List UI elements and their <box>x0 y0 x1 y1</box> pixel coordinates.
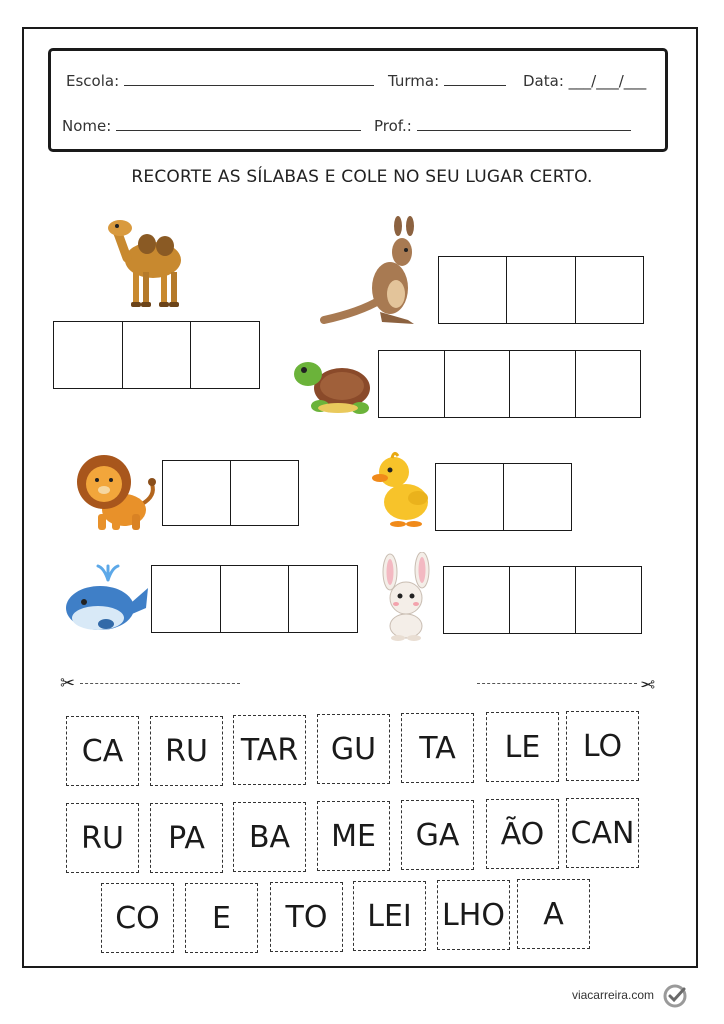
prof-label: Prof.: <box>374 117 412 135</box>
answer-slot[interactable] <box>123 322 192 388</box>
answer-slot[interactable] <box>152 566 221 632</box>
header-form <box>48 48 668 152</box>
syllable-card[interactable]: E <box>185 883 258 953</box>
answer-slot[interactable] <box>54 322 123 388</box>
syllable-card[interactable]: GU <box>317 714 390 784</box>
syllable-card[interactable]: CO <box>101 883 174 953</box>
cut-line-left <box>80 683 240 684</box>
syllable-card[interactable]: TO <box>270 882 343 952</box>
answer-slot[interactable] <box>510 567 576 633</box>
answer-slot[interactable] <box>444 567 510 633</box>
kangaroo-icon <box>320 216 430 332</box>
syllable-card[interactable]: LEI <box>353 881 426 951</box>
prof-line[interactable] <box>417 117 631 131</box>
nome-label: Nome: <box>62 117 112 135</box>
answer-slot[interactable] <box>289 566 357 632</box>
checkmark-logo-icon <box>662 983 688 1013</box>
scissors-icon: ✂ <box>640 675 656 696</box>
instruction-text: RECORTE AS SÍLABAS E COLE NO SEU LUGAR CERTO. <box>131 167 593 187</box>
whale-icon <box>62 562 150 640</box>
syllable-card[interactable]: ME <box>317 801 390 871</box>
camel-answer-boxes[interactable] <box>53 321 260 389</box>
answer-slot[interactable] <box>576 351 641 417</box>
syllable-card[interactable]: RU <box>150 716 223 786</box>
answer-slot[interactable] <box>439 257 507 323</box>
whale-answer-boxes[interactable] <box>151 565 358 633</box>
data-field[interactable] <box>523 72 646 90</box>
syllable-card[interactable]: LHO <box>437 880 510 950</box>
syllable-card[interactable]: TAR <box>233 715 306 785</box>
lion-answer-boxes[interactable] <box>162 460 299 526</box>
syllable-card[interactable]: GA <box>401 800 474 870</box>
kangaroo-answer-boxes[interactable] <box>438 256 644 324</box>
turtle-answer-boxes[interactable] <box>378 350 641 418</box>
escola-line[interactable] <box>124 72 374 86</box>
answer-slot[interactable] <box>576 257 643 323</box>
syllable-card[interactable]: A <box>517 879 590 949</box>
duck-answer-boxes[interactable] <box>435 463 572 531</box>
data-label: Data: <box>523 72 564 90</box>
escola-label: Escola: <box>66 72 120 90</box>
answer-slot[interactable] <box>445 351 511 417</box>
prof-field[interactable] <box>374 117 631 135</box>
site-credit: viacarreira.com <box>571 988 654 1002</box>
syllable-card[interactable]: TA <box>401 713 474 783</box>
answer-slot[interactable] <box>379 351 445 417</box>
answer-slot[interactable] <box>231 461 298 525</box>
turma-line[interactable] <box>444 72 506 86</box>
answer-slot[interactable] <box>504 464 571 530</box>
data-blanks[interactable]: ___/___/___ <box>568 72 647 90</box>
answer-slot[interactable] <box>436 464 504 530</box>
nome-line[interactable] <box>116 117 361 131</box>
turma-field[interactable] <box>388 72 506 90</box>
turma-label: Turma: <box>388 72 440 90</box>
rabbit-icon <box>374 552 438 646</box>
answer-slot[interactable] <box>510 351 576 417</box>
syllable-card[interactable]: CAN <box>566 798 639 868</box>
escola-field[interactable] <box>66 72 374 90</box>
turtle-icon <box>290 350 374 424</box>
syllable-card[interactable]: RU <box>66 803 139 873</box>
camel-icon <box>105 208 187 314</box>
syllable-card[interactable]: ÃO <box>486 799 559 869</box>
nome-field[interactable] <box>62 117 361 135</box>
syllable-card[interactable]: BA <box>233 802 306 872</box>
syllable-card[interactable]: CA <box>66 716 139 786</box>
syllable-card[interactable]: LE <box>486 712 559 782</box>
syllable-card[interactable]: LO <box>566 711 639 781</box>
cut-line-right <box>477 683 637 684</box>
scissors-icon: ✂ <box>60 673 76 694</box>
rabbit-answer-boxes[interactable] <box>443 566 642 634</box>
answer-slot[interactable] <box>163 461 231 525</box>
lion-icon <box>72 450 160 538</box>
answer-slot[interactable] <box>191 322 259 388</box>
answer-slot[interactable] <box>507 257 575 323</box>
answer-slot[interactable] <box>576 567 641 633</box>
duck-icon <box>372 450 432 536</box>
syllable-card[interactable]: PA <box>150 803 223 873</box>
answer-slot[interactable] <box>221 566 290 632</box>
